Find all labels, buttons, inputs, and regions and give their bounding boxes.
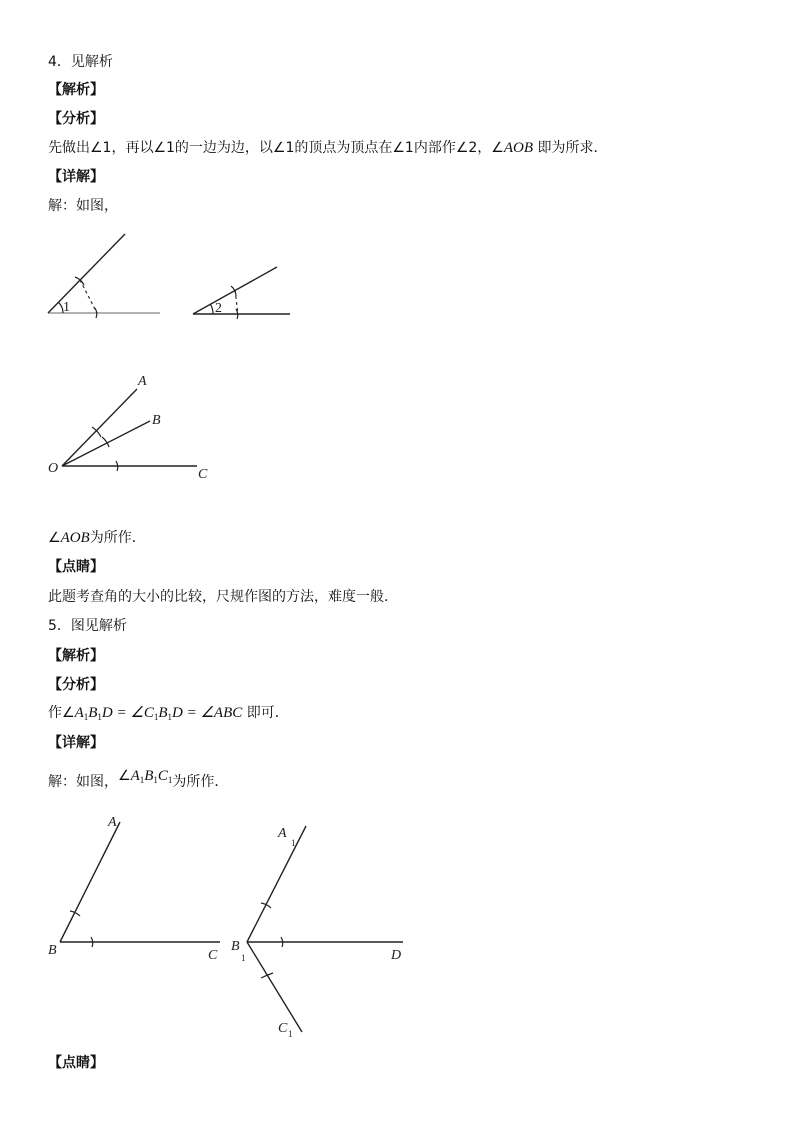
label-c1-sub: 1 bbox=[288, 1029, 293, 1039]
ray-ba bbox=[60, 822, 120, 942]
ray-b1c1 bbox=[247, 942, 302, 1032]
q4-result-angle-symbol: ∠ bbox=[48, 530, 61, 546]
q5-fenxi-a: A bbox=[74, 705, 84, 721]
figure-angle-1 bbox=[48, 234, 160, 318]
q5-fenxi-heading: 【分析】 bbox=[48, 677, 104, 693]
label-abc-a: A bbox=[108, 815, 117, 830]
q4-dianjing-text: 此题考查角的大小的比较，尺规作图的方法，难度一般． bbox=[48, 589, 398, 605]
q4-xiangjie-heading: 【详解】 bbox=[48, 169, 104, 185]
q5-jie-angle-symbol: ∠ bbox=[118, 768, 131, 784]
q5-jie-lead: 解：如图， bbox=[48, 774, 118, 790]
ray-oa bbox=[62, 389, 137, 466]
q5-jie-a: A bbox=[130, 768, 140, 784]
figure-angle-aob bbox=[48, 374, 208, 482]
angle-2-label: 2 bbox=[215, 301, 222, 316]
label-a1-sub: 1 bbox=[291, 838, 296, 848]
angle-2-arc bbox=[210, 304, 213, 314]
figure-angle-2 bbox=[193, 267, 290, 319]
q4-fenxi-text-part1: 先做出∠1，再以∠1的一边为边，以∠1的顶点为顶点在∠1内部作∠2，∠ bbox=[48, 140, 504, 156]
q5-jie-c: C bbox=[157, 768, 168, 784]
label-b: B bbox=[152, 413, 161, 428]
q5-fenxi-b2: B bbox=[158, 705, 168, 721]
q5-jie-b-sub: 1 bbox=[153, 775, 158, 785]
q5-fenxi-part3: D = ∠ bbox=[172, 705, 214, 721]
q5-fenxi-part2: D = ∠ bbox=[101, 705, 144, 721]
q4-fenxi-heading: 【分析】 bbox=[48, 111, 104, 127]
q5-fenxi-c-sub: 1 bbox=[153, 712, 159, 722]
q5-fenxi-part4: 即可． bbox=[242, 705, 289, 721]
label-d: D bbox=[391, 948, 402, 963]
q4-dianjing-heading: 【点睛】 bbox=[48, 559, 104, 575]
ray-ob bbox=[62, 421, 150, 466]
label-abc-c: C bbox=[208, 948, 218, 963]
label-c1: C bbox=[278, 1021, 288, 1036]
q5-fenxi-abc: ABC bbox=[213, 705, 243, 721]
q4-jiexi-heading: 【解析】 bbox=[48, 82, 104, 98]
q5-xiangjie-heading: 【详解】 bbox=[48, 735, 104, 751]
label-b1-sub: 1 bbox=[241, 953, 246, 963]
q5-fenxi-part1: 作∠ bbox=[48, 705, 75, 721]
q5-dianjing-heading: 【点睛】 bbox=[48, 1055, 104, 1071]
q5-jiexi-heading: 【解析】 bbox=[48, 648, 104, 664]
q4-fenxi-text-part2: 即为所求． bbox=[533, 140, 608, 156]
q5-jie-tail: 为所作． bbox=[172, 774, 229, 790]
q5-title: 5．图见解析 bbox=[48, 618, 127, 634]
angle-1-upper-ray bbox=[48, 234, 125, 313]
angle-1-dashed-chord bbox=[80, 280, 97, 313]
figure-angle-abc bbox=[48, 815, 220, 963]
q4-result-tail: 为所作． bbox=[89, 530, 146, 546]
q5-fenxi-b-sub: 1 bbox=[97, 712, 102, 722]
q4-result-angle-name: AOB bbox=[60, 530, 90, 546]
q4-jie-text: 解：如图， bbox=[48, 198, 118, 214]
q5-jie-a-sub: 1 bbox=[139, 775, 145, 785]
figure-angle-a1b1c1 bbox=[231, 826, 403, 1039]
label-o: O bbox=[48, 461, 59, 476]
q5-jie-b: B bbox=[144, 768, 154, 784]
q5-fenxi-c: C bbox=[143, 705, 154, 721]
q5-fenxi-a-sub: 1 bbox=[83, 712, 89, 722]
label-abc-b: B bbox=[48, 943, 57, 958]
label-a1: A bbox=[278, 826, 287, 841]
q5-fenxi-b: B bbox=[88, 705, 98, 721]
q5-jie-c-sub: 1 bbox=[167, 775, 173, 785]
q4-fenxi-text-aob: AOB bbox=[503, 140, 534, 156]
q5-fenxi-b2-sub: 1 bbox=[167, 712, 172, 722]
label-c: C bbox=[198, 467, 208, 482]
label-a: A bbox=[138, 374, 147, 389]
label-b1: B bbox=[231, 939, 240, 954]
ray-oa-tick bbox=[92, 427, 101, 437]
q4-title: 4．见解析 bbox=[48, 54, 113, 70]
ray-b1a1 bbox=[247, 826, 306, 942]
angle-1-label: 1 bbox=[63, 300, 70, 315]
